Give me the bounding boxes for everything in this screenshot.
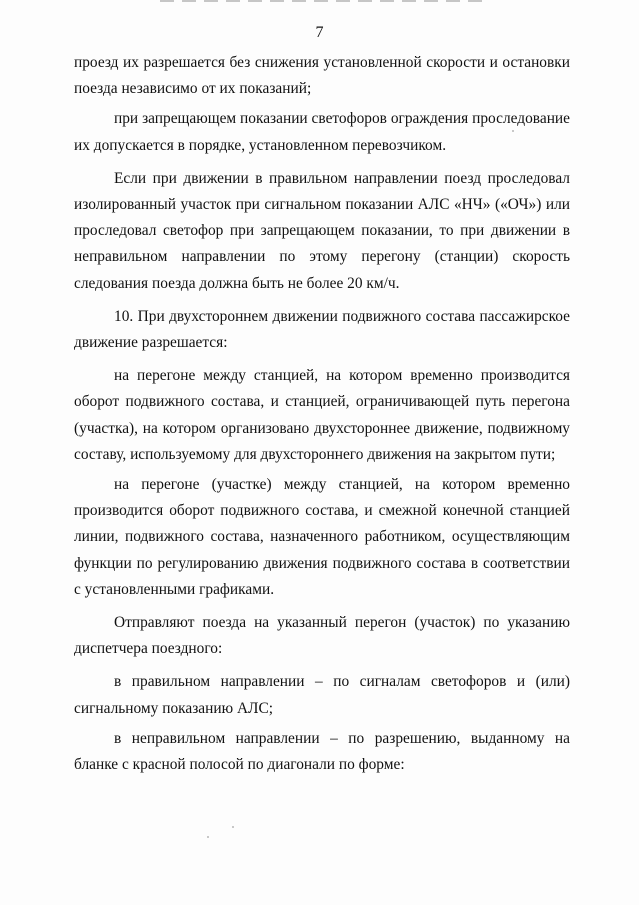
- paragraph-2: при запрещающем показании светофоров ограждения проследование их допускается в порядке, установленном перевозчиком.: [74, 110, 570, 154]
- paragraph-6: на перегоне (участке) между станцией, на котором временно производится оборот подвижного состава, и смежной конечной станцией линии, подвижного состава, назначенного работником, осуществляющим функции по регулированию движения подвижного состава в соответствии с установленными графиками.: [74, 476, 570, 598]
- scan-speck: [232, 826, 234, 828]
- paragraph-4: 10. При двухстороннем движении подвижного состава пассажирское движение разрешается:: [74, 307, 570, 352]
- paragraph-5: на перегоне между станцией, на котором временно производится оборот подвижного состава, и станцией, ограничивающей путь перегона (участка), на котором организовано двухстороннее движение, подвижному составу, используемому для двухстороннего движения на закрытом пути;: [74, 367, 570, 463]
- paragraph-9: в неправильном направлении – по разрешению, выданному на бланке с красной полосой по диагонали по форме:: [74, 729, 570, 774]
- page-number: 7: [315, 24, 324, 41]
- paragraph-7: Отправляют поезда на указанный перегон (участок) по указанию диспетчера поездного:: [74, 614, 570, 658]
- paragraph-1: проезд их разрешается без снижения установленной скорости и остановки поезда независимо от их показаний;: [74, 54, 570, 98]
- scan-speck: [512, 130, 514, 132]
- paragraph-8: в правильном направлении – по сигналам светофоров и (или) сигнальному показанию АЛС;: [74, 673, 570, 717]
- scan-edge-mark: [160, 0, 490, 2]
- scan-speck: [207, 836, 209, 838]
- page-body: [74, 50, 570, 778]
- paragraph-3: Если при движении в правильном направлении поезд проследовал изолированный участок при сигнальном показании АЛС «НЧ» («ОЧ») или проследовал светофор при запрещающем показании, то при движении в неправильном направлении по этому перегону (станции) скорость следования поезда должна быть не более 20 км/ч.: [74, 169, 570, 292]
